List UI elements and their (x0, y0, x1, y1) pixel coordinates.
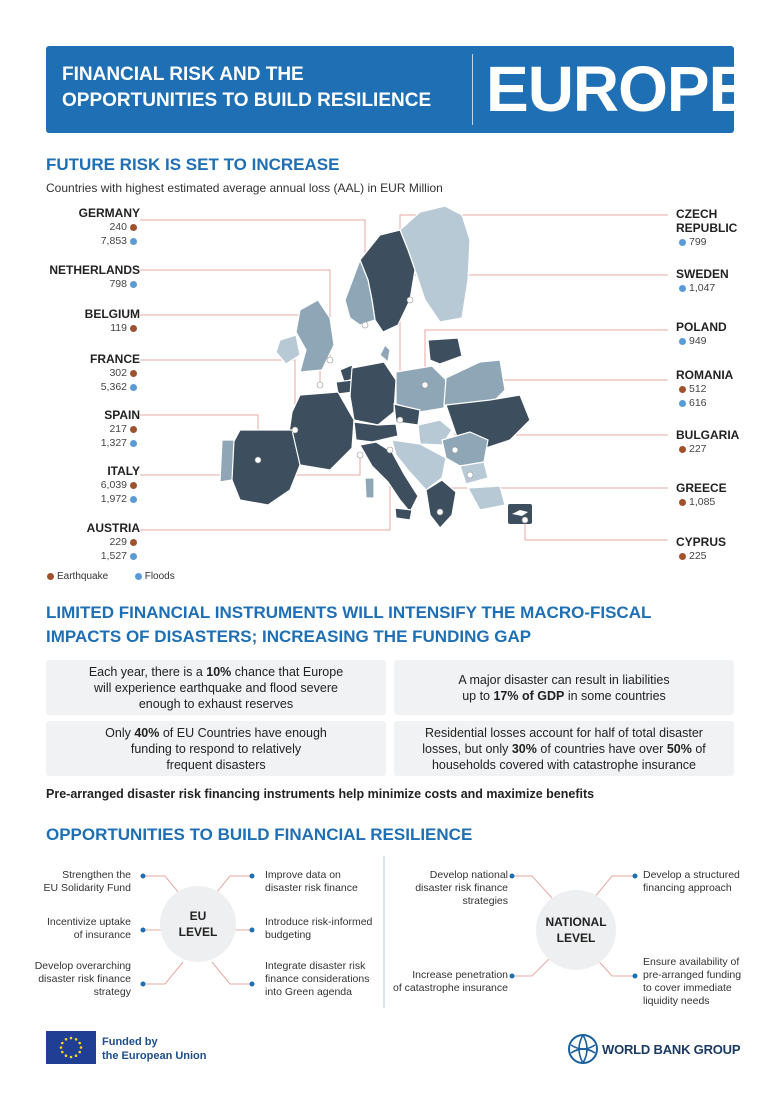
stat-box-liabilities: A major disaster can result in liabilities up to 17% of GDP in some countries (394, 660, 734, 715)
gap-tagline: Pre-arranged disaster risk financing instruments help minimize costs and maximize benefits (46, 787, 595, 801)
opp-eu-insurance: Incentivize uptake of insurance (46, 916, 131, 941)
romania-shape (442, 432, 488, 466)
country-romania: ROMANIA 512 616 (676, 368, 734, 409)
earthquake-dot-icon (679, 553, 686, 560)
gap-section-title: LIMITED FINANCIAL INSTRUMENTS WILL INTENSIFY THE MACRO-FISCAL IMPACTS OF DISASTERS; INCREASING THE FUNDING GAP (46, 603, 652, 646)
opportunities-section-title: OPPORTUNITIES TO BUILD FINANCIAL RESILIENCE (46, 825, 473, 844)
region-title: EUROPE (486, 53, 751, 125)
opp-eu-data: Improve data on disaster risk finance (265, 869, 358, 894)
flood-dot-icon (130, 440, 137, 447)
spain-shape (228, 430, 300, 505)
risk-subtitle: Countries with highest estimated average annual loss (AAL) in EUR Million (46, 181, 443, 195)
country-cyprus: CYPRUS 225 (676, 535, 727, 562)
opp-eu-green: Integrate disaster risk finance considerations into Green agenda (265, 960, 370, 998)
eu-level-circle: EU LEVEL (160, 886, 236, 962)
opp-eu-budgeting: Introduce risk-informed budgeting (265, 916, 373, 941)
poland-shape (396, 366, 446, 412)
country-greece: GREECE 1,085 (676, 481, 727, 508)
world-bank-globe-icon (567, 1033, 599, 1065)
country-italy: ITALY 6,039 1,972 (100, 464, 140, 505)
country-france: FRANCE 302 5,362 (90, 352, 140, 393)
germany-shape (350, 362, 396, 425)
flood-dot-icon (679, 338, 686, 345)
earthquake-dot-icon (130, 370, 137, 377)
flood-dot-icon (130, 384, 137, 391)
opp-national-structured: Develop a structured financing approach (643, 869, 740, 894)
country-spain: SPAIN 217 1,327 (100, 408, 140, 449)
flood-dot-icon (679, 239, 686, 246)
denmark-shape (380, 345, 390, 362)
country-germany: GERMANY 240 7,853 (78, 206, 140, 247)
greece-shape (426, 480, 456, 528)
bulgaria-shape (460, 462, 488, 484)
austria-switz-shape (354, 422, 398, 442)
leader-france (140, 360, 295, 430)
flood-dot-icon (130, 553, 137, 560)
turkey-shape (468, 486, 505, 510)
earthquake-dot-icon (679, 446, 686, 453)
world-bank-group-logo: WORLD BANK GROUP (602, 1042, 741, 1057)
country-austria: AUSTRIA 229 1,527 (86, 521, 140, 562)
flood-dot-icon (135, 573, 142, 580)
stat-box-insurance: Residential losses account for half of total disaster losses, but only 30% of countries have over 50% of households covered with catastrophe insurance (394, 721, 734, 776)
earthquake-dot-icon (130, 426, 137, 433)
risk-section-title: FUTURE RISK IS SET TO INCREASE (46, 155, 340, 174)
opp-national-penetration: Increase penetration of catastrophe insurance (393, 969, 508, 994)
earthquake-dot-icon (130, 325, 137, 332)
sicily-shape (395, 508, 412, 520)
funded-by-text: Funded by the European Union (102, 1036, 207, 1062)
opp-national-funding: Ensure availability of pre-arranged funding to cover immediate liquidity needs (643, 956, 742, 1007)
map-legend: Earthquake Floods (44, 571, 175, 582)
opp-eu-solidarity: Strengthen the EU Solidarity Fund (43, 869, 131, 894)
country-belgium: BELGIUM 119 (84, 307, 140, 334)
opp-eu-strategy: Develop overarching disaster risk finance strategy (34, 960, 131, 998)
flood-dot-icon (130, 238, 137, 245)
page-title: FINANCIAL RISK AND THE OPPORTUNITIES TO BUILD RESILIENCE (62, 64, 432, 111)
leader-cyprus (525, 520, 668, 540)
sardinia-shape (365, 478, 374, 498)
stat-box-chance: Each year, there is a 10% chance that Europe will experience earthquake and flood severe enough to exhaust reserves (46, 660, 386, 715)
country-bulgaria: BULGARIA 227 (676, 428, 740, 455)
country-czech-republic: CZECH REPUBLIC 799 (676, 207, 738, 248)
baltics-shape (428, 338, 462, 364)
earthquake-dot-icon (679, 386, 686, 393)
earthquake-dot-icon (47, 573, 54, 580)
earthquake-dot-icon (130, 224, 137, 231)
flood-dot-icon (130, 281, 137, 288)
portugal-shape (220, 440, 234, 482)
earthquake-dot-icon (130, 482, 137, 489)
country-sweden: SWEDEN 1,047 (676, 267, 729, 294)
earthquake-dot-icon (130, 539, 137, 546)
leader-germany (140, 220, 365, 325)
opp-national-strategies: Develop national disaster risk finance strategies (415, 869, 508, 907)
national-level-circle: NATIONAL LEVEL (536, 890, 616, 970)
flood-dot-icon (679, 400, 686, 407)
earthquake-dot-icon (679, 499, 686, 506)
country-poland: POLAND 949 (676, 320, 727, 347)
flood-dot-icon (130, 496, 137, 503)
stat-box-funding: Only 40% of EU Countries have enough funding to respond to relatively frequent disasters (46, 721, 386, 776)
country-netherlands: NETHERLANDS 798 (49, 263, 140, 290)
eu-flag-icon (46, 1031, 96, 1064)
flood-dot-icon (679, 285, 686, 292)
